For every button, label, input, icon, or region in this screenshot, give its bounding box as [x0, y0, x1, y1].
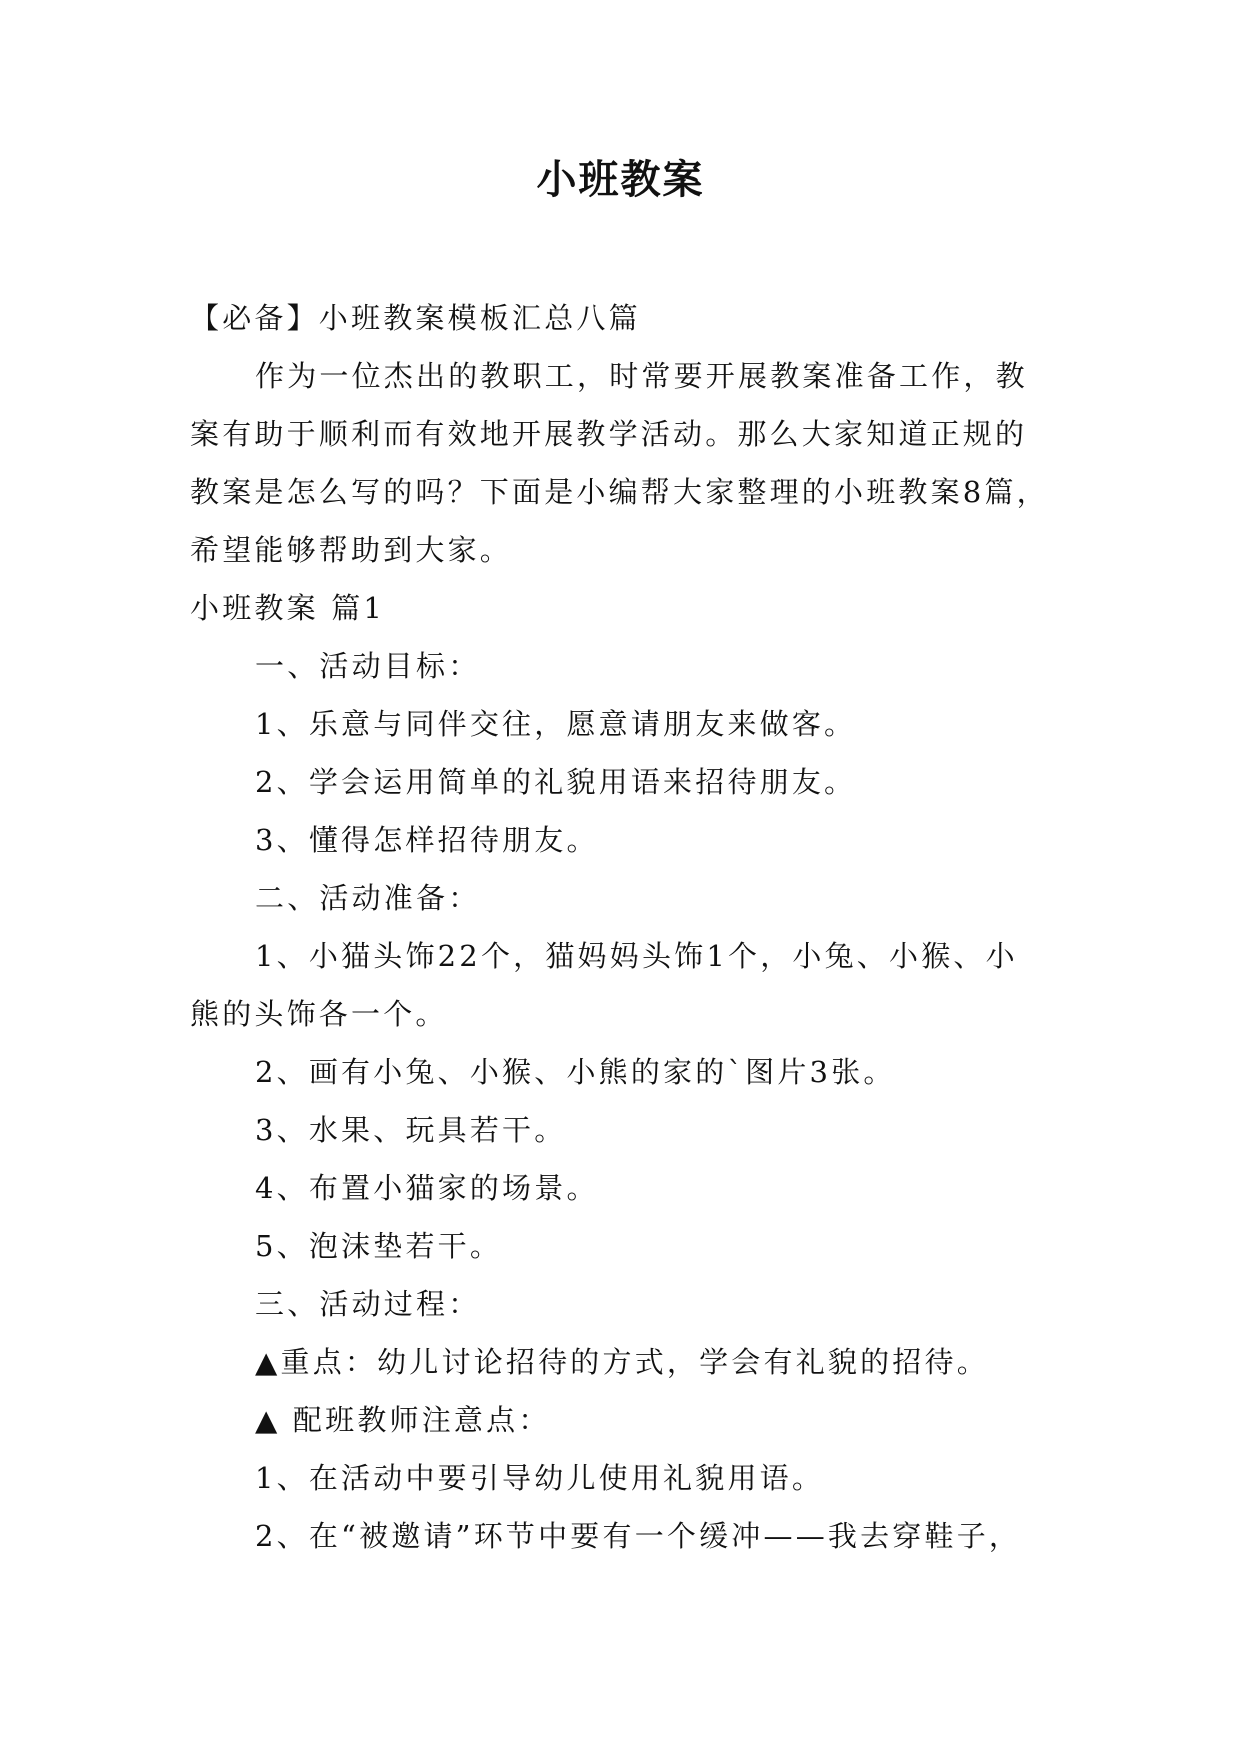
intro-paragraph-line: 希望能够帮助到大家。 [190, 533, 513, 567]
key-point-line: ▲重点：幼儿讨论招待的方式，学会有礼貌的招待。 [255, 1345, 989, 1379]
list-item: 2、在“被邀请”环节中要有一个缓冲——我去穿鞋子， [255, 1519, 1022, 1553]
list-item: 1、乐意与同伴交往，愿意请朋友来做客。 [255, 707, 857, 741]
section-heading: 小班教案 篇1 [190, 591, 386, 625]
list-item-continuation: 熊的头饰各一个。 [190, 997, 448, 1031]
list-item: 3、水果、玩具若干。 [255, 1113, 567, 1147]
intro-paragraph-line: 作为一位杰出的教职工，时常要开展教案准备工作，教 [255, 359, 1028, 393]
intro-paragraph-line: 案有助于顺利而有效地开展教学活动。那么大家知道正规的 [190, 417, 1028, 451]
list-item: 2、画有小兔、小猴、小熊的家的`图片3张。 [255, 1055, 896, 1089]
subsection-heading: 三、活动过程： [255, 1287, 481, 1321]
list-item: 3、懂得怎样招待朋友。 [255, 823, 599, 857]
list-item: 4、布置小猫家的场景。 [255, 1171, 599, 1205]
list-item: 1、小猫头饰22个，猫妈妈头饰1个，小兔、小猴、小 [255, 939, 1018, 973]
subsection-heading: 二、活动准备： [255, 881, 481, 915]
document-subtitle: 【必备】小班教案模板汇总八篇 [190, 301, 641, 335]
list-item: 1、在活动中要引导幼儿使用礼貌用语。 [255, 1461, 825, 1495]
list-item: 5、泡沫垫若干。 [255, 1229, 503, 1263]
list-item: 2、学会运用简单的礼貌用语来招待朋友。 [255, 765, 857, 799]
document-title: 小班教案 [536, 156, 705, 203]
subsection-heading: 一、活动目标： [255, 649, 481, 683]
intro-paragraph-line: 教案是怎么写的吗？下面是小编帮大家整理的小班教案8篇， [190, 475, 1049, 509]
note-heading: ▲ 配班教师注意点： [255, 1403, 551, 1437]
